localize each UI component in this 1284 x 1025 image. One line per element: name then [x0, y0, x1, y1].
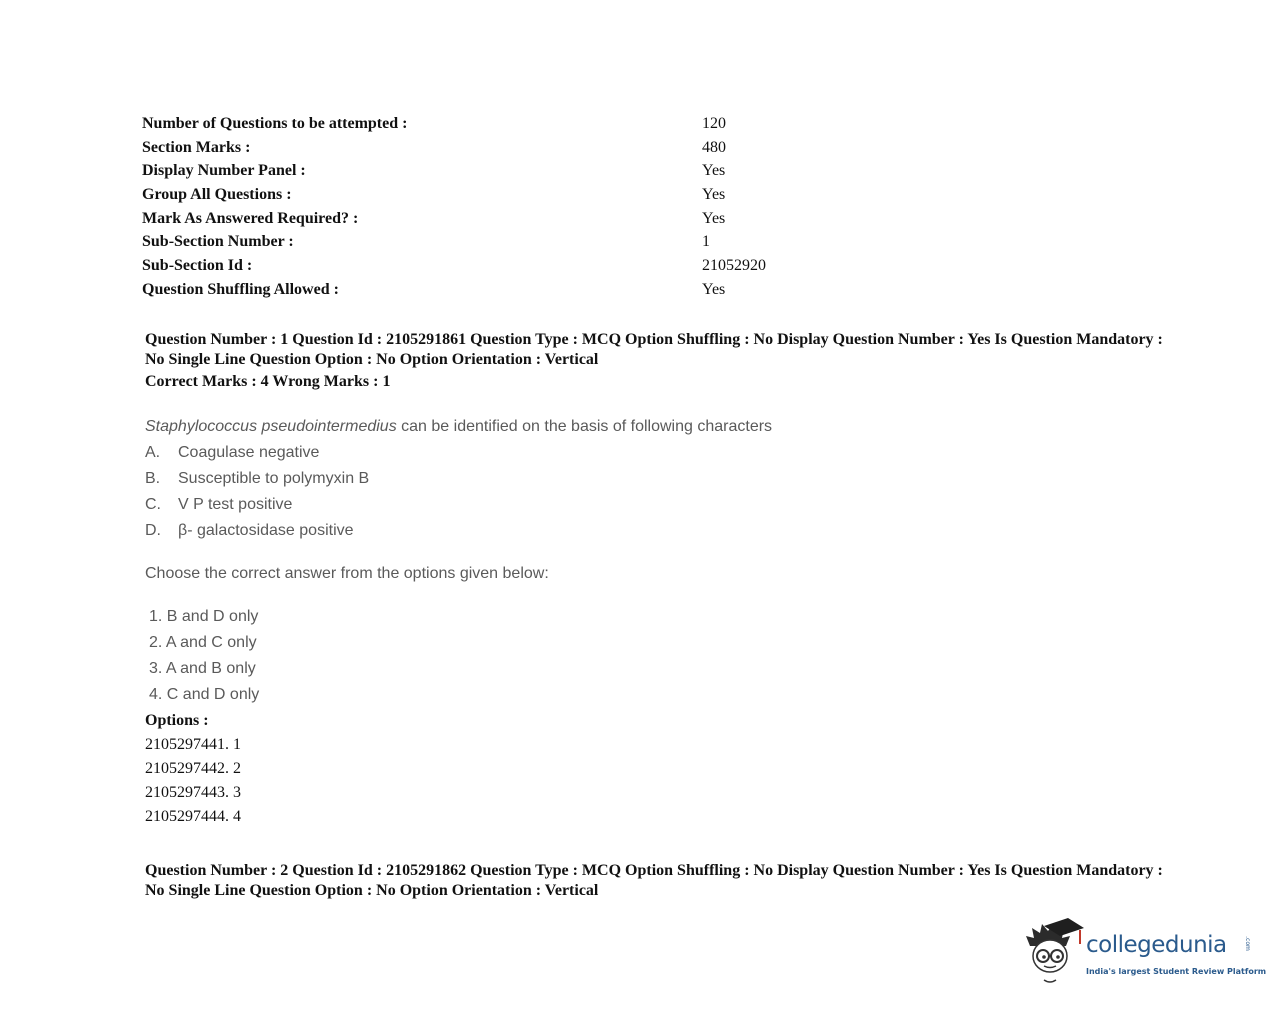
statement-letter: A.	[145, 444, 161, 461]
info-value: 120	[702, 115, 726, 132]
info-value: Yes	[702, 162, 726, 180]
info-label: Question Shuffling Allowed :	[142, 280, 339, 298]
statement-letter: D.	[145, 522, 161, 539]
question-stem	[145, 418, 772, 436]
logo-brand-text: collegedunia	[1086, 932, 1227, 958]
statement-item	[145, 470, 369, 488]
info-label: Sub-Section Id :	[142, 257, 253, 275]
statement-letter: C.	[145, 496, 161, 513]
statement-item	[145, 444, 319, 462]
info-label: Sub-Section Number :	[142, 233, 294, 251]
answer-choice: 2. A and C only	[149, 634, 257, 651]
option-id: 2105297441. 1	[145, 736, 241, 753]
statement-text: V P test positive	[178, 496, 293, 513]
statement-item	[145, 522, 354, 540]
logo-com-text: .com	[1243, 936, 1251, 951]
answer-choice: 1. B and D only	[149, 608, 259, 625]
option-id: 2105297442. 2	[145, 760, 241, 777]
stem-text: can be identified on the basis of following characters	[396, 418, 773, 435]
question-1-header: Question Number : 1 Question Id : 2105291861 Question Type : MCQ Option Shuffling : No Display Question Number : Yes Is Question Mandatory : No Single Line Question Option : No Option Orientation : Vertical	[145, 331, 1163, 368]
statement-text: β- galactosidase positive	[178, 522, 354, 539]
answer-choice: 4. C and D only	[149, 686, 260, 703]
statement-text: Coagulase negative	[178, 444, 320, 461]
statement-item	[145, 496, 292, 514]
info-label: Mark As Answered Required? :	[142, 209, 359, 227]
option-id: 2105297444. 4	[145, 808, 241, 825]
info-value: Yes	[702, 186, 726, 204]
logo-tagline: India's largest Student Review Platform	[1086, 967, 1267, 976]
statement-letter: B.	[145, 470, 161, 487]
question-1-marks: Correct Marks : 4 Wrong Marks : 1	[145, 373, 391, 390]
info-label: Section Marks :	[142, 138, 251, 156]
info-label: Display Number Panel :	[142, 162, 306, 180]
option-id: 2105297443. 3	[145, 784, 241, 801]
info-value: 21052920	[702, 257, 766, 275]
options-label: Options :	[145, 712, 209, 729]
question-2-header: Question Number : 2 Question Id : 2105291862 Question Type : MCQ Option Shuffling : No Display Question Number : Yes Is Question Mandatory : No Single Line Question Option : No Option Orientation : Vertical	[145, 862, 1163, 899]
info-value: 480	[702, 138, 726, 156]
mascot-icon	[1024, 918, 1086, 988]
info-label: Number of Questions to be attempted :	[142, 115, 408, 132]
stem-organism: Staphylococcus pseudointermedius	[145, 418, 397, 435]
info-value: Yes	[702, 209, 726, 227]
statement-text: Susceptible to polymyxin B	[178, 470, 370, 487]
info-value: Yes	[702, 280, 726, 298]
answer-choice: 3. A and B only	[149, 660, 256, 677]
info-value: 1	[702, 233, 710, 251]
collegedunia-logo	[1024, 918, 1267, 988]
info-label: Group All Questions :	[142, 186, 292, 204]
choose-instruction: Choose the correct answer from the options given below:	[145, 565, 549, 582]
